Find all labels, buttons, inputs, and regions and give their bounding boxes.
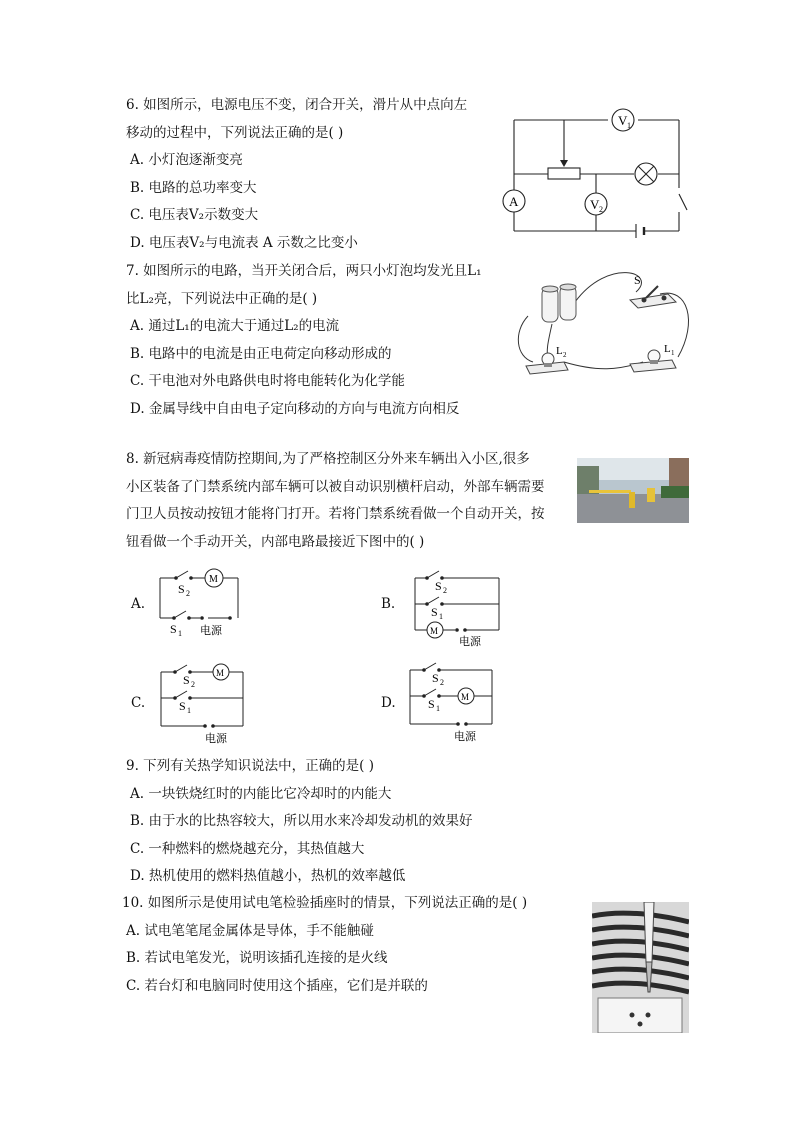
question-10-option-a[interactable]: A. 试电笔笔尾金属体是导体，手不能触碰 (126, 922, 374, 939)
motor-label: M (461, 692, 470, 702)
q8-choice-a[interactable]: A. (131, 596, 146, 612)
v2-label: V (590, 197, 600, 212)
test-pen-socket-photo (592, 902, 689, 1033)
s1-subscript: 1 (187, 706, 191, 715)
question-7-option-b[interactable]: B. 电路中的电流是由正电荷定向移动形成的 (130, 345, 392, 362)
s2-subscript: 2 (443, 586, 447, 595)
question-6-option-b[interactable]: B. 电路的总功率变大 (130, 179, 257, 196)
question-7-option-a[interactable]: A. 通过L₁的电流大于通过L₂的电流 (130, 318, 340, 334)
power-source-label: 电源 (459, 636, 481, 648)
question-7 (126, 258, 482, 423)
q8-circuit-c (153, 658, 258, 746)
question-6-option-d[interactable]: D. 电压表V₂与电流表 A 示数之比变小 (130, 234, 358, 251)
s2-label: S (178, 582, 185, 596)
power-source-label: 电源 (200, 625, 222, 637)
s2-subscript: 2 (440, 678, 444, 687)
s1-label: S (179, 699, 186, 713)
s1-subscript: 1 (436, 704, 440, 713)
s1-label: S (431, 605, 438, 619)
motor-label: M (216, 668, 225, 678)
s1-label: S (170, 622, 177, 636)
question-8 (126, 446, 545, 556)
question-9 (126, 753, 473, 891)
s1-subscript: 1 (439, 612, 443, 621)
q6-circuit-diagram (496, 100, 696, 250)
s2-subscript: 2 (191, 680, 195, 689)
question-8-stem-line4: 钮看做一个手动开关，内部电路最接近下图中的( ) (126, 533, 425, 550)
v2-subscript: 2 (599, 205, 603, 214)
q8-circuit-d (402, 656, 507, 744)
q7-physical-circuit-picture (508, 262, 698, 384)
question-7-stem-line2: 比L₂亮，下列说法中正确的是( ) (126, 290, 318, 307)
question-8-stem-line1: 8. 新冠病毒疫情防控期间,为了严格控制区分外来车辆出入小区,很多 (126, 451, 530, 467)
power-source-label: 电源 (205, 733, 227, 745)
s1-label: S (428, 697, 435, 711)
ammeter-label: A (509, 194, 519, 209)
motor-label: M (430, 626, 439, 636)
q8-choice-b[interactable]: B. (381, 596, 396, 612)
question-10-stem: 10. 如图所示是使用试电笔检验插座时的情景，下列说法正确的是( ) (122, 895, 528, 911)
question-9-stem: 9. 下列有关热学知识说法中，正确的是( ) (126, 758, 374, 774)
question-6 (126, 92, 467, 257)
question-7-option-c[interactable]: C. 干电池对外电路供电时将电能转化为化学能 (130, 373, 405, 389)
l2-label: L (556, 345, 563, 357)
q8-choice-c[interactable]: C. (131, 695, 146, 711)
q8-circuit-a (150, 562, 250, 640)
question-9-option-c[interactable]: C. 一种燃料的燃烧越充分，其热值越大 (130, 840, 365, 857)
s2-label: S (183, 673, 190, 687)
question-7-option-d[interactable]: D. 金属导线中自由电子定向移动的方向与电流方向相反 (130, 400, 460, 417)
q8-choice-d[interactable]: D. (381, 695, 396, 711)
question-10-option-c[interactable]: C. 若台灯和电脑同时使用这个插座，它们是并联的 (126, 977, 428, 994)
v1-subscript: 1 (627, 121, 631, 130)
question-6-option-a[interactable]: A. 小灯泡逐渐变亮 (130, 152, 243, 168)
s2-label: S (432, 671, 439, 685)
s2-label: S (435, 579, 442, 593)
l2-subscript: 2 (563, 351, 567, 359)
question-6-stem-line1: 6. 如图所示，电源电压不变，闭合开关，滑片从中点向左 (126, 97, 468, 113)
switch-label: S (634, 273, 641, 287)
question-6-stem-line2: 移动的过程中，下列说法正确的是( ) (126, 124, 344, 141)
s1-subscript: 1 (178, 629, 182, 638)
q8-circuit-b (405, 566, 510, 650)
question-9-option-d[interactable]: D. 热机使用的燃料热值越小，热机的效率越低 (130, 868, 406, 884)
battery-icon (542, 284, 576, 322)
question-9-option-a[interactable]: A. 一块铁烧红时的内能比它冷却时的内能大 (130, 785, 392, 802)
s2-subscript: 2 (186, 589, 190, 598)
question-10-option-b[interactable]: B. 若试电笔发光，说明该插孔连接的是火线 (126, 950, 388, 966)
switch-s-icon (630, 286, 676, 308)
v1-label: V (618, 113, 628, 128)
l1-label: L (664, 343, 671, 355)
question-6-option-c[interactable]: C. 电压表V₂示数变大 (130, 207, 259, 223)
question-8-stem-line2: 小区装备了门禁系统内部车辆可以被自动识别横杆启动，外部车辆需要 (126, 478, 545, 495)
power-source-label: 电源 (454, 731, 476, 743)
question-7-stem-line1: 7. 如图所示的电路，当开关闭合后，两只小灯泡均发光且L₁ (126, 263, 482, 279)
question-9-option-b[interactable]: B. 由于水的比热容较大，所以用水来冷却发动机的效果好 (130, 813, 473, 829)
question-10 (122, 890, 527, 1000)
motor-label: M (209, 574, 218, 585)
l1-subscript: 1 (671, 349, 675, 357)
question-8-stem-line3: 门卫人员按动按钮才能将门打开。若将门禁系统看做一个自动开关，按 (126, 506, 545, 522)
gate-barrier-photo (577, 458, 689, 523)
